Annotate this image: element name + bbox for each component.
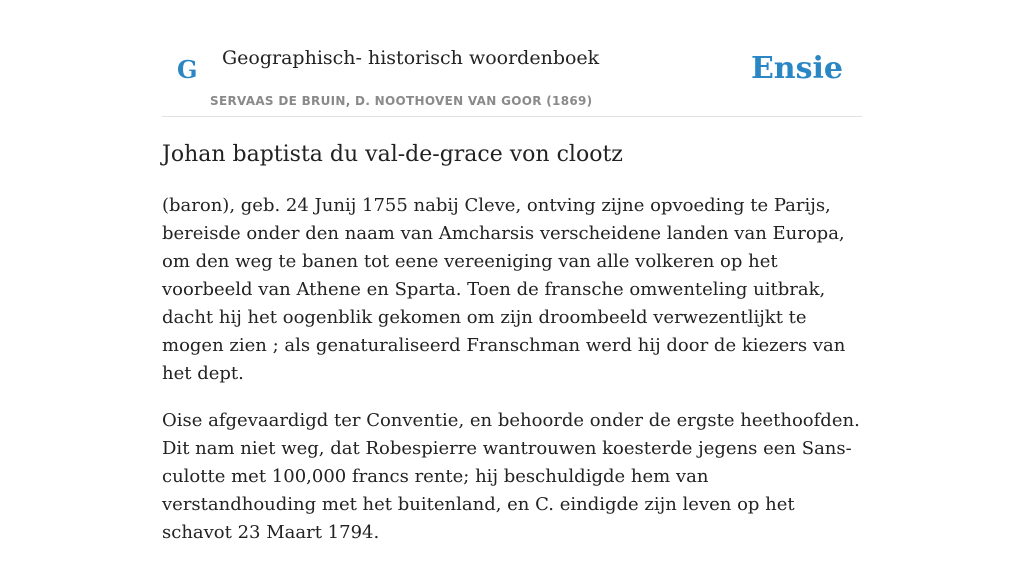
- brand-logo[interactable]: Ensie: [750, 51, 843, 86]
- book-authors: SERVAAS DE BRUIN, D. NOOTHOVEN VAN GOOR (1869): [210, 94, 593, 108]
- entry-paragraph: (baron), geb. 24 Junij 1755 nabij Cleve, ontving zijne opvoeding te Parijs, bereisde onder den naam van Amcharsis verscheidene landen van Europa, om den weg te banen tot eene vereeniging van alle volkeren op het voorbeeld van Athene en Sparta. Toen de fransche omwenteling uitbrak, dacht hij het oogenblik gekomen om zijn droombeeld verwezentlijkt te mogen zien ; als genaturaliseerd Franschman werd hij door de kiezers van het dept.: [162, 195, 846, 384]
- entry-paragraph: Oise afgevaardigd ter Conventie, en behoorde onder de ergste heethoofden. Dit nam niet weg, dat Robespierre wantrouwen koesterde jegens een Sans-culotte met 100,000 francs rente; hij beschuldigde hem van verstandhouding met het buitenland, en C. eindigde zijn leven op het schavot 23 Maart 1794.: [162, 410, 860, 543]
- book-logo-icon[interactable]: G: [177, 55, 198, 84]
- entry-title: Johan baptista du val-de-grace von clootz: [162, 142, 623, 167]
- entry-body: [162, 192, 862, 566]
- header: [162, 0, 862, 117]
- book-title[interactable]: Geographisch- historisch woordenboek: [222, 47, 600, 69]
- entry-card: [162, 0, 862, 543]
